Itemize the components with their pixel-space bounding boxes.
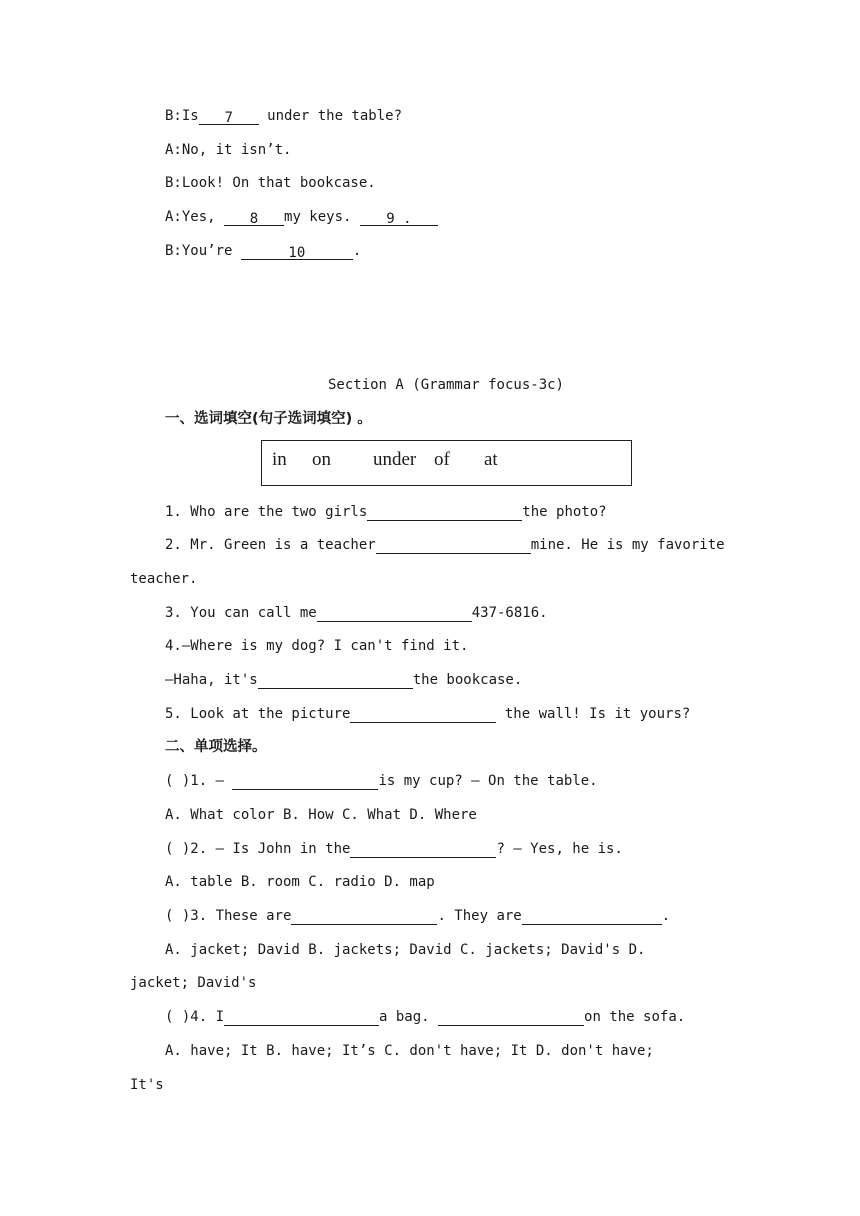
mc-question-3: ( )3. These are . They are . bbox=[165, 908, 671, 924]
answer-blank bbox=[522, 908, 662, 925]
word-bank-word: on bbox=[312, 449, 331, 470]
dialogue-line-3: B:Look! On that bookcase. bbox=[165, 175, 376, 191]
answer-blank bbox=[232, 773, 378, 790]
answer-blank bbox=[376, 537, 531, 554]
fill-item-3: 3. You can call me 437-6816. bbox=[165, 605, 548, 621]
mc-options-1: A. What color B. How C. What D. Where bbox=[165, 807, 477, 823]
fill-item-5: 5. Look at the picture the wall! Is it yours? bbox=[165, 706, 691, 722]
word-bank-box bbox=[261, 440, 632, 486]
dialogue-line-5: B:You’re 10 . bbox=[165, 243, 362, 261]
dialogue-line-2: A:No, it isn’t. bbox=[165, 142, 292, 158]
answer-blank bbox=[258, 672, 413, 689]
fill-item-4-question: 4.—Where is my dog? I can't find it. bbox=[165, 638, 469, 654]
answer-blank bbox=[317, 605, 472, 622]
mc-options-2: A. table B. room C. radio D. map bbox=[165, 874, 435, 890]
mc-options-4-cont: It's bbox=[130, 1077, 164, 1093]
fill-item-2-cont: teacher. bbox=[130, 571, 198, 587]
answer-blank: 9 . bbox=[360, 209, 438, 226]
answer-blank: 7 bbox=[199, 108, 259, 125]
part1-heading: 一、选词填空(句子选词填空) 。 bbox=[165, 411, 372, 427]
fill-item-1: 1. Who are the two girls the photo? bbox=[165, 504, 607, 520]
section-title: Section A (Grammar focus-3c) bbox=[327, 377, 564, 393]
word-bank-word: under bbox=[373, 449, 417, 470]
word-bank-word: at bbox=[484, 449, 498, 470]
answer-blank bbox=[350, 841, 496, 858]
dialogue-line-1: B:Is 7 under the table? bbox=[165, 108, 403, 126]
mc-question-1: ( )1. — is my cup? — On the table. bbox=[165, 773, 598, 789]
fill-item-4: —Haha, it's the bookcase. bbox=[165, 672, 523, 688]
fill-item-2: 2. Mr. Green is a teacher mine. He is my favorite bbox=[165, 537, 725, 553]
dialogue-line-4: A:Yes, 8 my keys. 9 . bbox=[165, 208, 438, 226]
answer-blank bbox=[438, 1009, 584, 1026]
answer-blank: 10 bbox=[241, 243, 353, 260]
answer-blank bbox=[367, 504, 522, 521]
mc-options-4: A. have; It B. have; It’s C. don't have; It D. don't have; bbox=[165, 1043, 654, 1059]
answer-blank: 8 bbox=[224, 209, 284, 226]
word-bank-word: in bbox=[272, 449, 287, 470]
answer-blank bbox=[224, 1009, 379, 1026]
mc-options-3: A. jacket; David B. jackets; David C. jackets; David's D. bbox=[165, 942, 646, 958]
mc-question-2: ( )2. — Is John in the ? — Yes, he is. bbox=[165, 841, 623, 857]
word-bank-word: of bbox=[434, 449, 450, 470]
mc-options-3-cont: jacket; David's bbox=[130, 975, 257, 991]
mc-question-4: ( )4. I a bag. on the sofa. bbox=[165, 1009, 686, 1025]
answer-blank bbox=[350, 706, 496, 723]
part2-heading: 二、单项选择。 bbox=[165, 739, 267, 755]
answer-blank bbox=[291, 908, 437, 925]
